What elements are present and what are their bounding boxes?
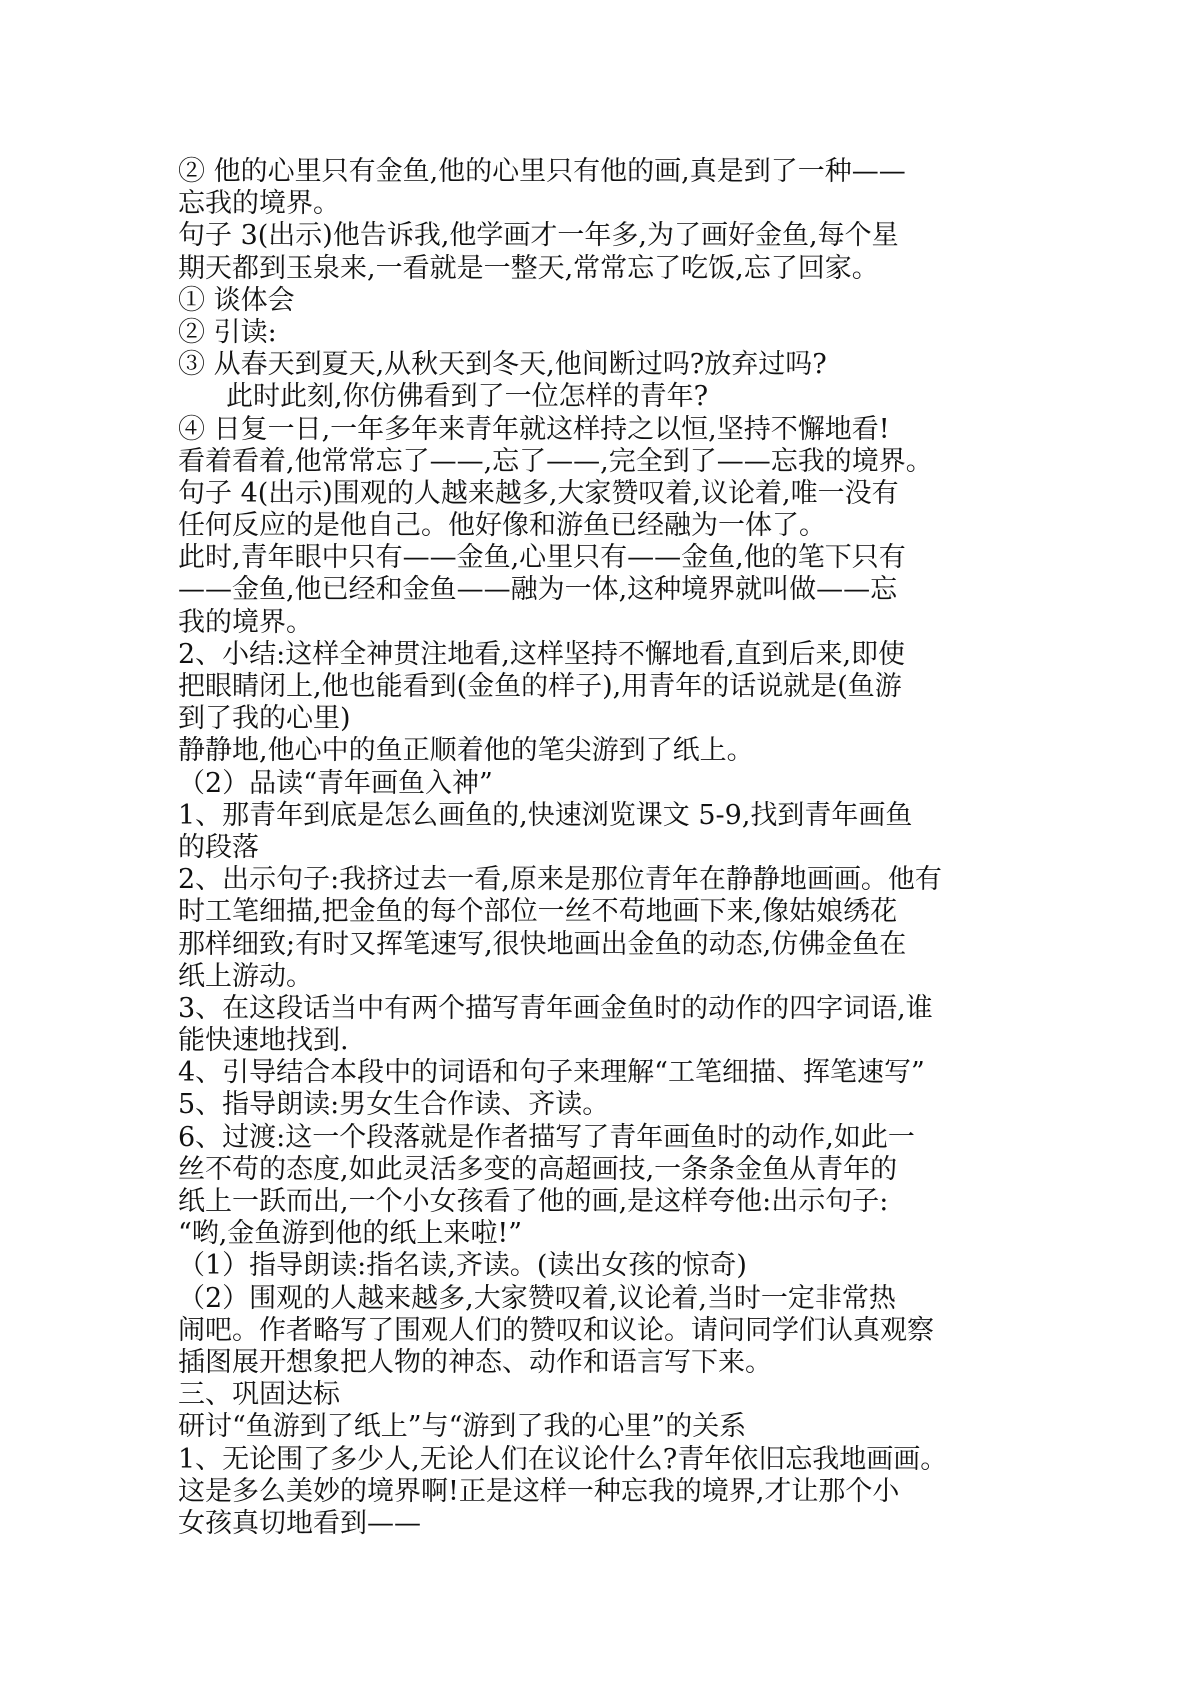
text-line: 1、无论围了多少人,无论人们在议论什么?青年依旧忘我地画画。: [178, 1443, 948, 1475]
text-line: ③ 从春天到夏天,从秋天到冬天,他间断过吗?放弃过吗?: [178, 349, 827, 381]
text-line: 期天都到玉泉来,一看就是一整天,常常忘了吃饭,忘了回家。: [178, 252, 879, 284]
text-line: ② 他的心里只有金鱼,他的心里只有他的画,真是到了一种——: [178, 156, 906, 187]
text-line: 纸上游动。: [178, 960, 313, 992]
text-line: 丝不苟的态度,如此灵活多变的高超画技,一条条金鱼从青年的: [178, 1153, 898, 1185]
text-line: 5、指导朗读:男女生合作读、齐读。: [178, 1089, 610, 1121]
text-line: 任何反应的是他自己。他好像和游鱼已经融为一体了。: [178, 510, 826, 542]
text-line: 1、那青年到底是怎么画鱼的,快速浏览课文 5-9,找到青年画鱼: [178, 799, 913, 831]
text-line: ② 引读:: [178, 316, 277, 348]
text-line: 此时此刻,你仿佛看到了一位怎样的青年?: [226, 381, 709, 413]
text-line: 4、引导结合本段中的词语和句子来理解“工笔细描、挥笔速写”: [178, 1057, 925, 1089]
text-line: （2）品读“青年画鱼入神”: [178, 767, 493, 799]
text-line: 我的境界。: [178, 606, 313, 638]
text-line: 女孩真切地看到——: [178, 1507, 421, 1539]
text-line: ④ 日复一日,一年多年来青年就这样持之以恒,坚持不懈地看!: [178, 413, 890, 445]
text-line: 静静地,他心中的鱼正顺着他的笔尖游到了纸上。: [178, 735, 754, 767]
text-line: 能快速地找到.: [178, 1025, 349, 1057]
text-line: 忘我的境界。: [178, 188, 340, 220]
text-line: （2）围观的人越来越多,大家赞叹着,议论着,当时一定非常热: [178, 1282, 896, 1314]
text-line: ① 谈体会: [178, 284, 295, 316]
text-line: 插图展开想象把人物的神态、动作和语言写下来。: [178, 1346, 772, 1378]
text-line: 6、过渡:这一个段落就是作者描写了青年画鱼时的动作,如此一: [178, 1121, 915, 1153]
text-line: 三、巩固达标: [178, 1379, 340, 1411]
text-line: 到了我的心里): [178, 703, 351, 735]
text-line: 句子 3(出示)他告诉我,他学画才一年多,为了画好金鱼,每个星: [178, 220, 899, 252]
text-line: 的段落: [178, 831, 259, 863]
text-line: 此时,青年眼中只有——金鱼,心里只有——金鱼,他的笔下只有: [178, 542, 906, 574]
text-line: ——金鱼,他已经和金鱼——融为一体,这种境界就叫做——忘: [178, 574, 898, 606]
text-line: （1）指导朗读:指名读,齐读。(读出女孩的惊奇): [178, 1250, 747, 1282]
document-body: [178, 156, 1028, 1540]
text-line: 纸上一跃而出,一个小女孩看了他的画,是这样夸他:出示句子:: [178, 1186, 889, 1217]
text-line: 那样细致;有时又挥笔速写,很快地画出金鱼的动态,仿佛金鱼在: [178, 928, 907, 960]
text-line: 2、出示句子:我挤过去一看,原来是那位青年在静静地画画。他有: [178, 864, 942, 896]
text-line: 时工笔细描,把金鱼的每个部位一丝不苟地画下来,像姑娘绣花: [178, 896, 898, 928]
text-line: 2、小结:这样全神贯注地看,这样坚持不懈地看,直到后来,即使: [178, 638, 906, 670]
text-line: 句子 4(出示)围观的人越来越多,大家赞叹着,议论着,唯一没有: [178, 477, 899, 509]
text-line: 研讨“鱼游到了纸上”与“游到了我的心里”的关系: [178, 1411, 747, 1443]
text-line: 闹吧。作者略写了围观人们的赞叹和议论。请问同学们认真观察: [178, 1314, 934, 1346]
text-line: 3、在这段话当中有两个描写青年画金鱼时的动作的四字词语,谁: [178, 992, 933, 1024]
text-line: 看着看着,他常常忘了——,忘了——,完全到了——忘我的境界。: [178, 445, 933, 477]
text-line: 这是多么美妙的境界啊!正是这样一种忘我的境界,才让那个小: [178, 1475, 900, 1507]
text-line: 把眼睛闭上,他也能看到(金鱼的样子),用青年的话说就是(鱼游: [178, 671, 902, 702]
text-line: “哟,金鱼游到他的纸上来啦!”: [178, 1218, 523, 1250]
